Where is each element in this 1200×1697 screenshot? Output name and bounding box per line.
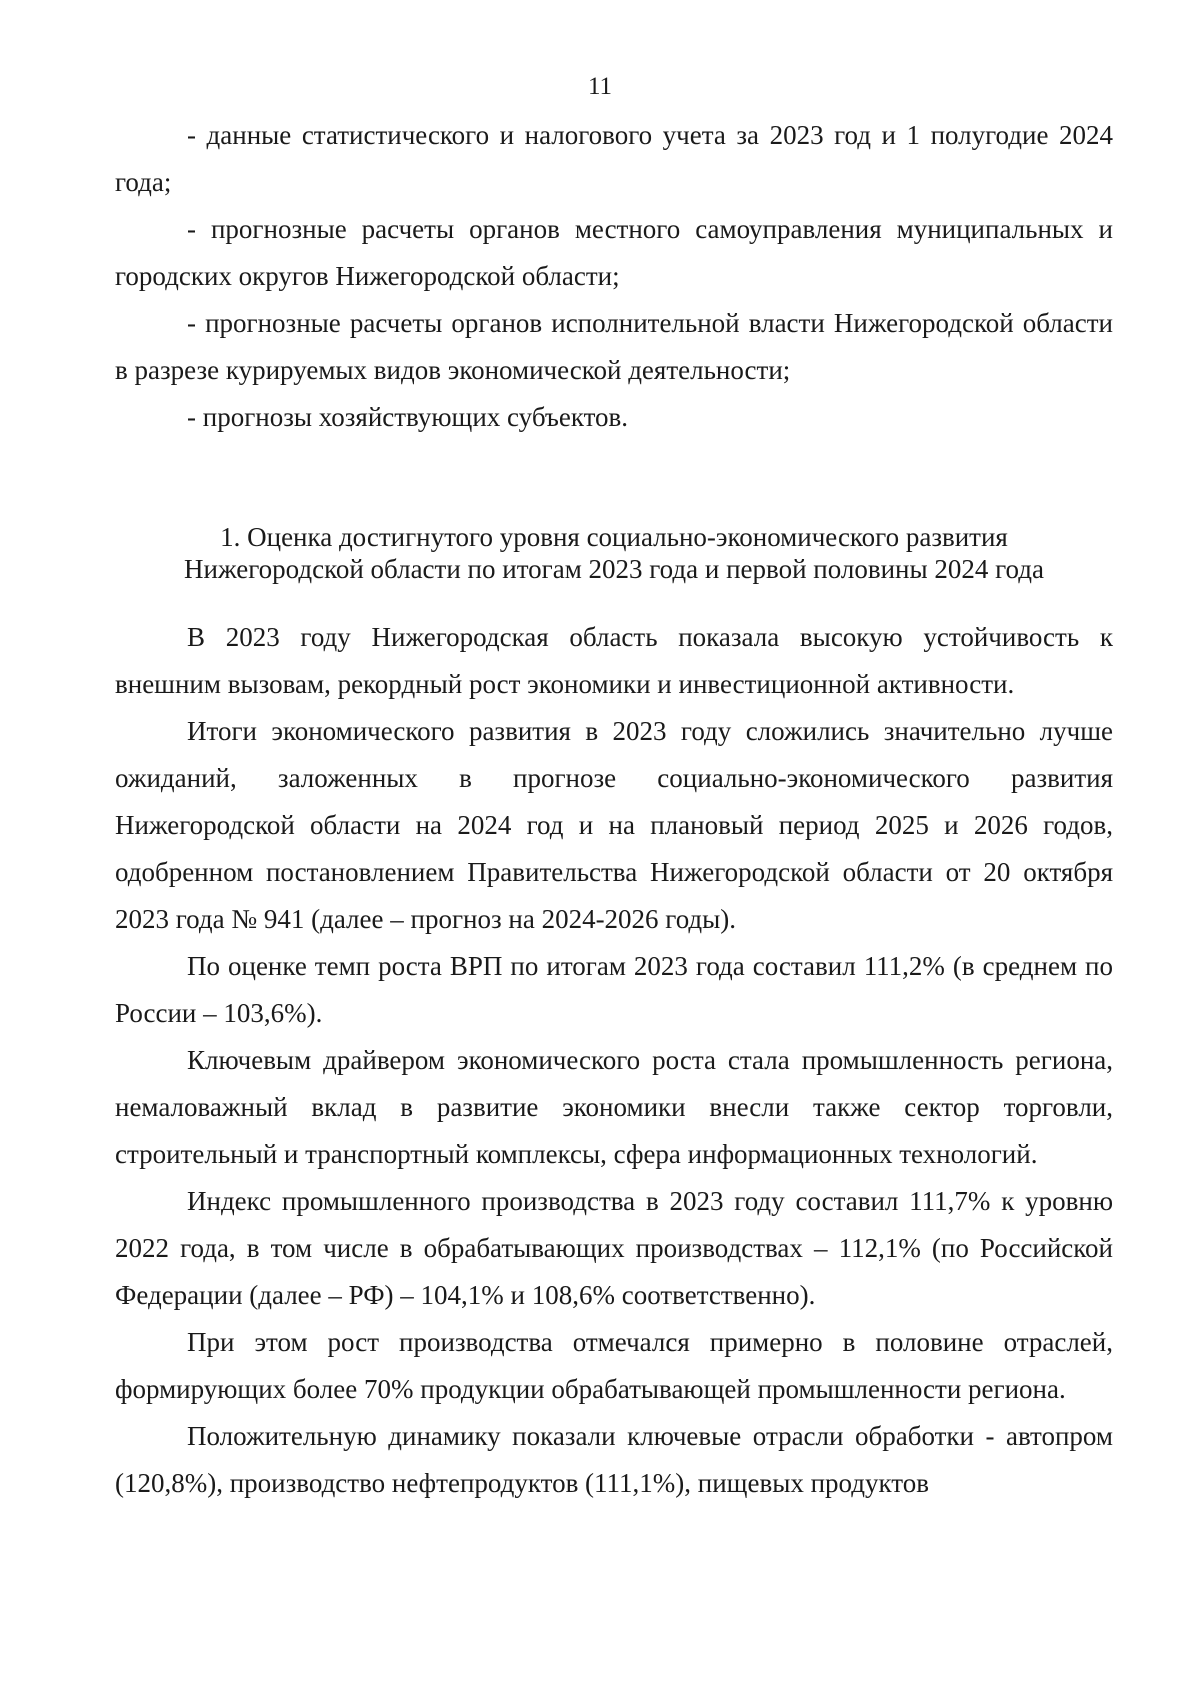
sources-list (115, 112, 1113, 441)
body-paragraph: Ключевым драйвером экономического роста стала промышленность региона, немаловажный вклад в развитие экономики внесли также сектор торговли, строительный и транспортный комплексы, сфера информационных технологий. (115, 1045, 1113, 1169)
section-heading-line-1: 1. Оценка достигнутого уровня социально-экономического развития (220, 522, 1008, 552)
list-item: - прогнозы хозяйствующих субъектов. (187, 402, 629, 432)
body-paragraph: В 2023 году Нижегородская область показала высокую устойчивость к внешним вызовам, рекордный рост экономики и инвестиционной активности. (115, 622, 1113, 699)
body-paragraph: Индекс промышленного производства в 2023 году составил 111,7% к уровню 2022 года, в том числе в обрабатывающих производствах – 112,1% (по Российской Федерации (далее – РФ) – 104,1% и 108,6% соответственно). (115, 1186, 1113, 1310)
section-heading-line-2: Нижегородской области по итогам 2023 года и первой половины 2024 года (184, 554, 1044, 584)
body-paragraph: Итоги экономического развития в 2023 году сложились значительно лучше ожиданий, заложенных в прогнозе социально-экономического развития Нижегородской области на 2024 год и на плановый период 2025 и 2026 годов, одобренном постановлением Правительства Нижегородской области от 20 октября 2023 года № 941 (далее – прогноз на 2024-2026 годы). (115, 716, 1113, 934)
page-content (115, 112, 1113, 1507)
body-paragraph: При этом рост производства отмечался примерно в половине отраслей, формирующих более 70% продукции обрабатывающей промышленности региона. (115, 1327, 1113, 1404)
page-number: 11 (587, 73, 613, 100)
list-item: - прогнозные расчеты органов местного самоуправления муниципальных и городских округов Нижегородской области; (115, 214, 1113, 291)
section-body (115, 614, 1113, 1507)
section-heading (115, 521, 1113, 585)
list-item: - прогнозные расчеты органов исполнительной власти Нижегородской области в разрезе курируемых видов экономической деятельности; (115, 308, 1113, 385)
list-item: - данные статистического и налогового учета за 2023 год и 1 полугодие 2024 года; (115, 120, 1113, 197)
body-paragraph: По оценке темп роста ВРП по итогам 2023 года составил 111,2% (в среднем по России – 103,6%). (115, 951, 1113, 1028)
body-paragraph: Положительную динамику показали ключевые отрасли обработки - автопром (120,8%), производство нефтепродуктов (111,1%), пищевых продуктов (115, 1421, 1113, 1498)
